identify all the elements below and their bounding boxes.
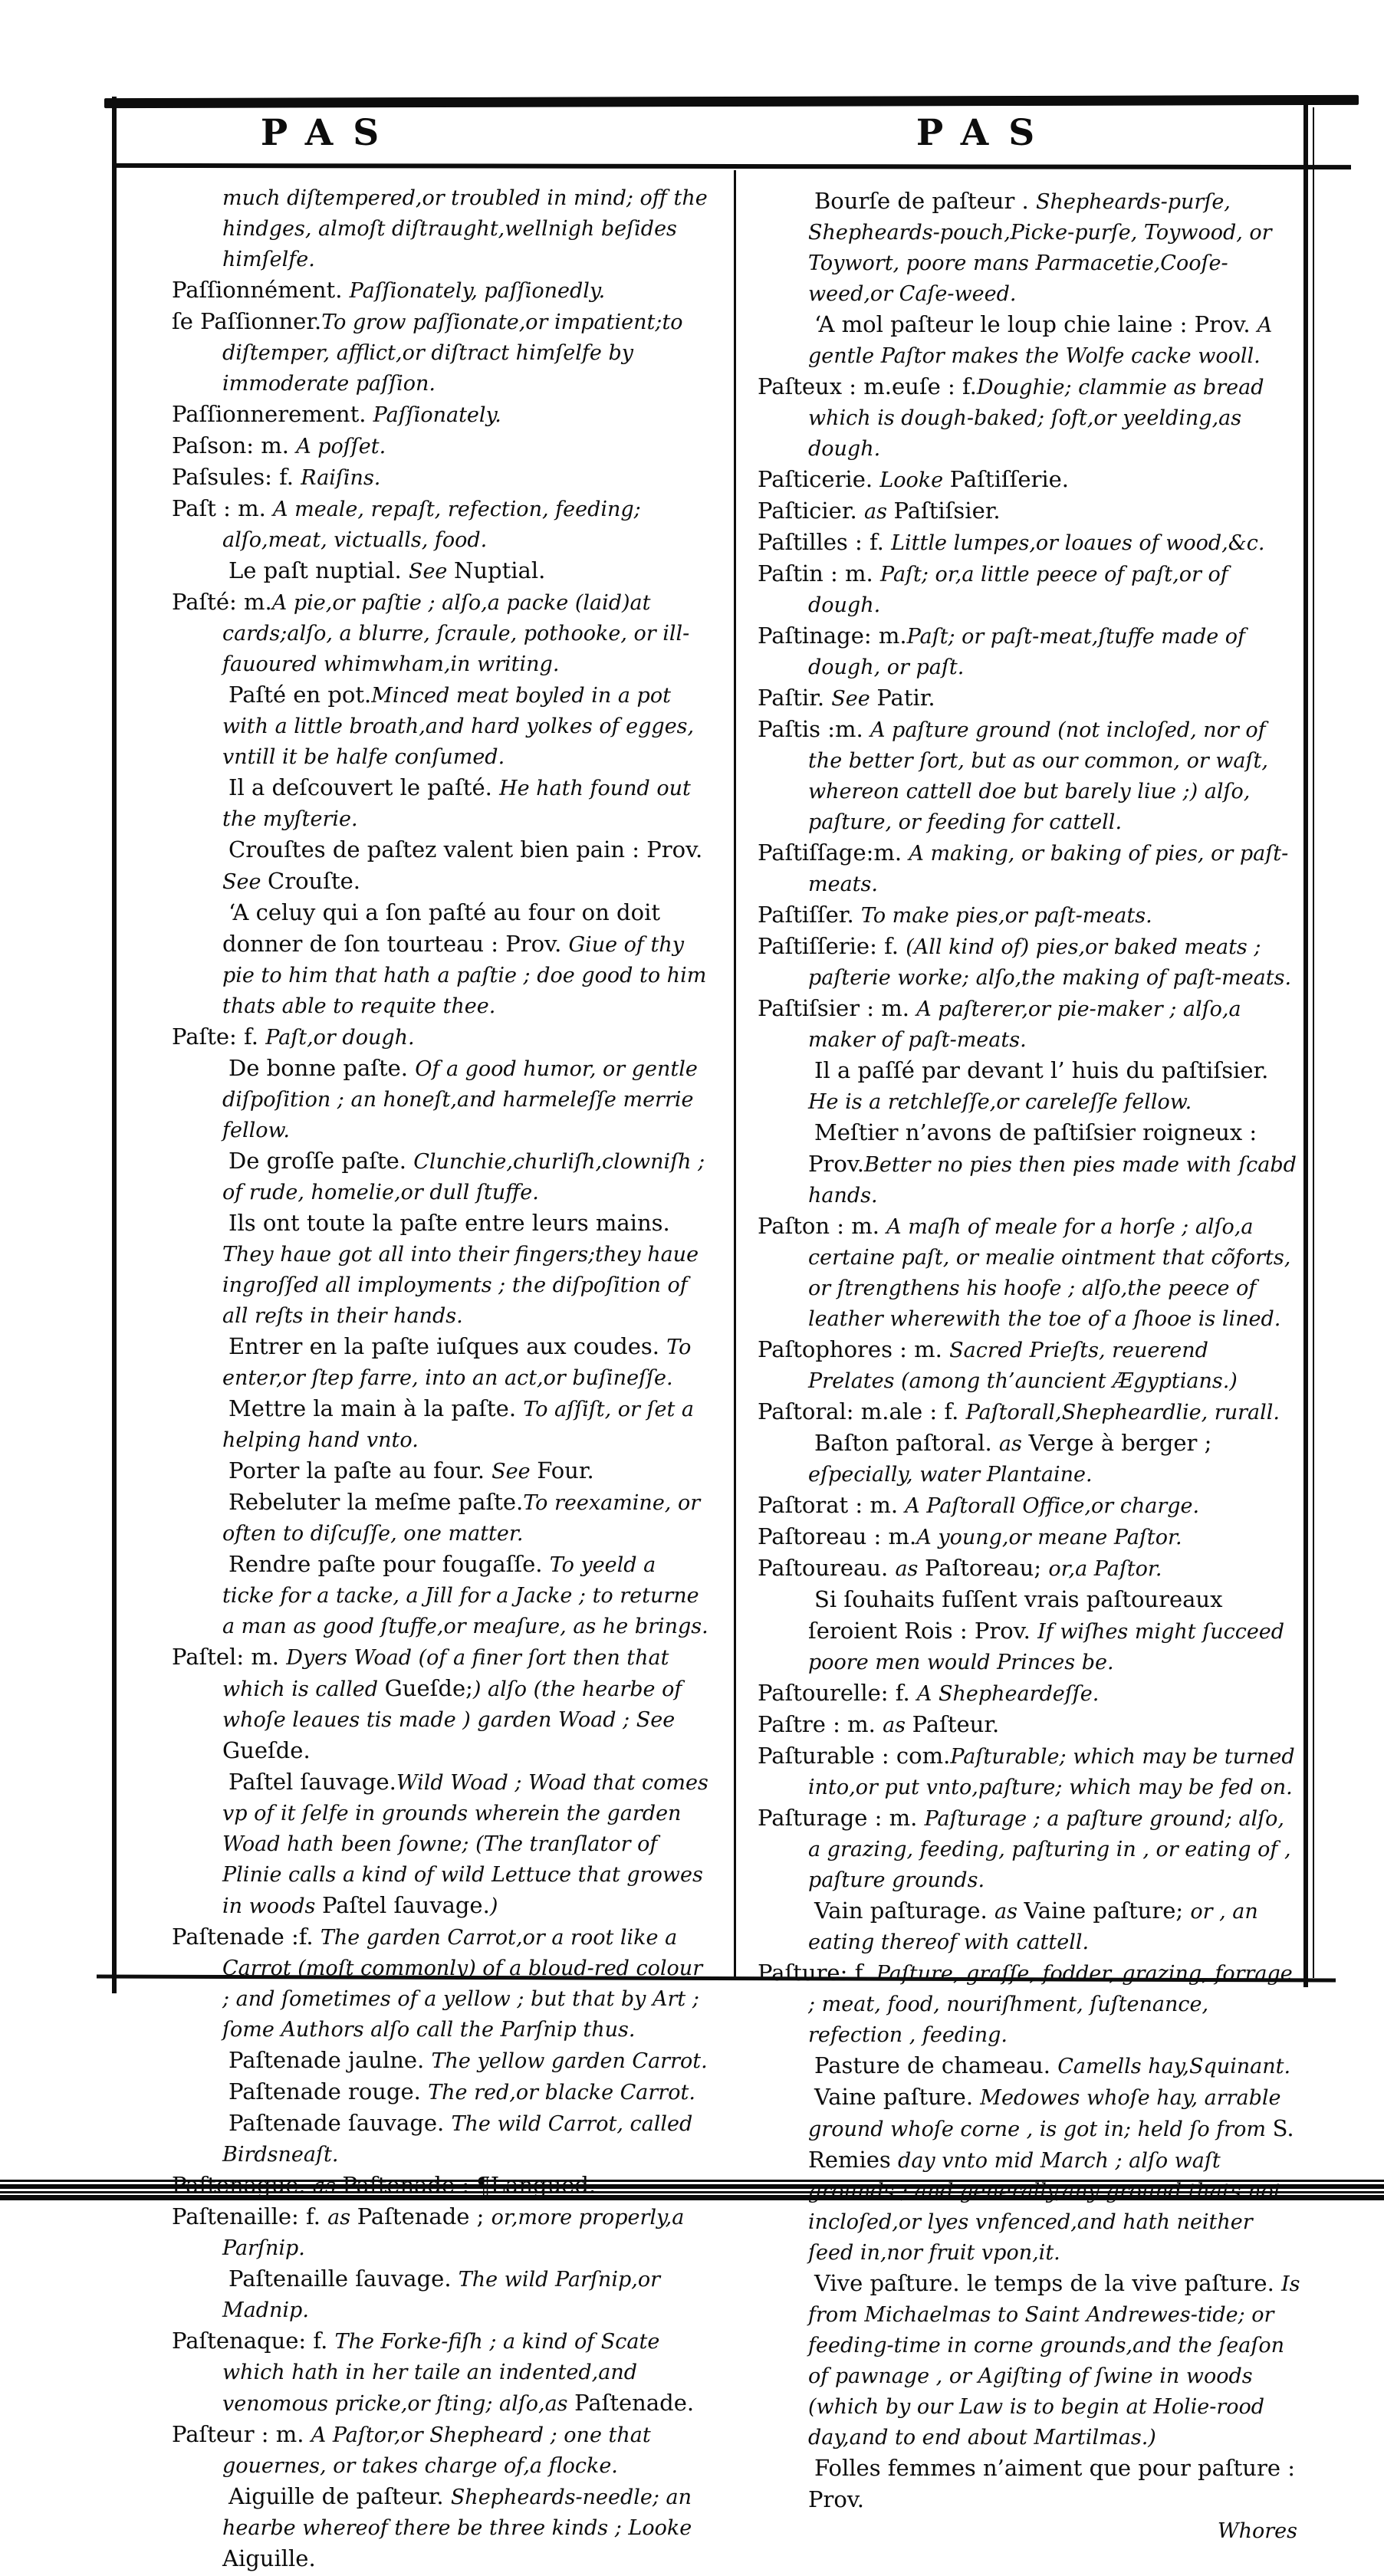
entry-segment-roman: Il a deſcouvert le paſté. — [228, 774, 500, 800]
dictionary-entry — [758, 1491, 1300, 1523]
entry-segment-roman: Vaine paſture; — [1024, 1898, 1191, 1924]
dictionary-entry — [758, 465, 1300, 497]
dictionary-entry — [222, 2482, 712, 2576]
dictionary-entry — [222, 2078, 712, 2109]
dictionary-entry — [172, 1923, 712, 2046]
entry-segment-roman: Paſtis :m. — [758, 716, 870, 742]
entry-segment-italic: They haue got all into their fingers;they haue ingroſſed all imployments ; the diſpoſition of all reſts in their hands. — [222, 1243, 699, 1328]
entry-segment-italic: To reexamine, or often to diſcuſſe, one matter. — [222, 1491, 701, 1546]
dictionary-entry — [172, 276, 712, 307]
entry-segment-roman: ſe Paſſionner. — [172, 308, 322, 334]
entry-segment-roman: Paſtiſsier : m. — [758, 995, 917, 1021]
dictionary-entry — [758, 1554, 1300, 1585]
dictionary-entry — [758, 1679, 1300, 1710]
entry-segment-italic: The yellow garden Carrot. — [431, 2049, 708, 2073]
entry-segment-roman: Pasture de chameau. — [814, 2052, 1058, 2078]
entry-segment-roman: Paſton : m. — [758, 1213, 887, 1239]
entry-segment-italic: Shepheards-needle; an hearbe whereof there be three kinds ; Looke — [222, 2486, 692, 2540]
entry-segment-italic: The red,or blacke Carrot. — [428, 2081, 695, 2104]
dictionary-entry — [222, 1457, 712, 1488]
catchword — [758, 2517, 1297, 2548]
dictionary-entry — [222, 2109, 712, 2171]
entry-segment-italic: Doughie; clammie as bread which is dough-baked; ſoft,or yeelding,as dough. — [808, 376, 1264, 461]
entry-segment-roman: Paſturable : com. — [758, 1743, 951, 1769]
entry-segment-italic: A making, or baking of pies, or paſt-meats. — [808, 842, 1289, 896]
dictionary-entry — [222, 1395, 712, 1457]
entry-segment-roman: Paſtenade. — [574, 2390, 695, 2416]
dictionary-entry — [222, 184, 712, 276]
entry-segment-italic: Medowes whoſe hay, arrable ground whoſe corne , is got in; held ſo from — [808, 2086, 1281, 2141]
entry-segment-roman: Aiguille de paſteur. — [228, 2483, 451, 2509]
entry-segment-roman: Paſtoreau; — [925, 1555, 1049, 1581]
entry-segment-italic: See — [491, 1460, 537, 1484]
entry-segment-italic: as — [883, 1714, 912, 1737]
left-border-rule — [112, 97, 117, 1993]
entry-segment-italic: as — [327, 2206, 357, 2229]
entry-segment-italic: Paſt; or paſt-meat,ſtuffe made of dough, or paſt. — [808, 625, 1246, 679]
entry-segment-roman: Gueſde; — [384, 1675, 473, 1701]
column-divider-rule — [734, 170, 736, 1978]
dictionary-entry — [172, 463, 712, 495]
entry-segment-roman: Paſte: f. — [172, 1024, 266, 1050]
entry-segment-roman: Paſson: m. — [172, 432, 297, 458]
entry-segment-italic: Paſturable; which may be turned into,or put vnto,paſture; which may be fed on. — [808, 1745, 1295, 1799]
entry-segment-roman: Paſtin : m. — [758, 560, 880, 586]
entry-segment-roman: Paſtenade :f. — [172, 1924, 321, 1950]
entry-segment-roman: Paſtenade rouge. — [228, 2078, 429, 2104]
entry-segment-italic: as — [895, 1557, 925, 1581]
right-column — [758, 187, 1300, 2548]
entry-segment-italic: A poſſet. — [296, 435, 386, 458]
entry-segment-roman: Paſtourelle: f. — [758, 1680, 917, 1706]
entry-segment-roman: Paſté: m. — [172, 589, 272, 615]
entry-segment-italic: Of a good humor, or gentle diſpoſition ; an honeſt,and harmeleſſe merrie fellow. — [222, 1057, 698, 1142]
entry-segment-roman: S. Remies — [808, 2115, 1294, 2173]
entry-segment-italic: Clunchie,churliſh,clowniſh ; of rude, homelie,or dull ſtuffe. — [222, 1150, 705, 1204]
entry-segment-italic: Sacred Prieſts, reuerend Prelates (among th’auncient Ægyptians.) — [808, 1339, 1238, 1393]
entry-segment-italic: A Paſtor,or Shepheard ; one that gouernes, or takes charge of,a flocke. — [222, 2423, 651, 2478]
entry-segment-italic: The wild Parſnip,or Madnip. — [222, 2268, 660, 2322]
entry-segment-roman: Paſtoureau. — [758, 1555, 896, 1581]
dictionary-entry — [808, 310, 1300, 373]
entry-segment-italic: A pie,or paſtie ; alſo,a packe (laid)at cards;alſo, a blurre, ſcraule, pothooke, or ill-fauoured whimwham,in writing. — [222, 591, 690, 676]
entry-segment-italic: as — [998, 1432, 1029, 1456]
entry-segment-roman: Paſſionnément. — [172, 277, 350, 303]
entry-segment-roman: Gueſde. — [222, 1737, 311, 1763]
entry-segment-roman: Paſtenade ſauvage. — [228, 2110, 452, 2136]
dictionary-entry — [172, 2203, 712, 2265]
entry-segment-italic: Paſſionately, paſſionedly. — [349, 279, 606, 303]
dictionary-entry — [808, 187, 1300, 310]
entry-segment-roman: Si ſouhaits fuſſent vrais paſtoureaux ſeroient Rois : Prov. — [808, 1586, 1223, 1644]
right-border-inner-rule — [1313, 107, 1314, 1978]
dictionary-entry — [758, 1804, 1300, 1897]
dictionary-entry — [222, 1550, 712, 1643]
dictionary-entry — [222, 2046, 712, 2078]
dictionary-entry — [222, 557, 712, 588]
entry-segment-roman: Porter la paſte au four. — [228, 1457, 492, 1484]
entry-segment-roman: Paſtiſſerie. — [949, 466, 1069, 492]
entry-segment-roman: Paſtophores : m. — [758, 1336, 950, 1362]
dictionary-entry — [172, 2171, 712, 2203]
dictionary-entry — [758, 684, 1300, 715]
entry-segment-roman: Paſtenaque: f. — [172, 2328, 335, 2354]
entry-segment-italic: Paſture, graſſe, fodder, grazing, forrage ; meat, food, nouriſhment, ſuſtenance, refection , feeding. — [808, 1962, 1293, 2047]
entry-segment-roman: ‘A celuy qui a ſon paſté au four on doit donner de ſon tourteau : Prov. — [222, 899, 660, 957]
header-separator-rule — [112, 163, 1351, 169]
entry-segment-roman: Patir. — [876, 685, 935, 711]
entry-segment-roman: Folles femmes n’aiment que pour paſture : Prov. — [808, 2455, 1295, 2512]
entry-segment-roman: Paſté en pot. — [228, 682, 372, 708]
entry-segment-italic: To enter,or ſtep farre, into an act,or buſineſſe. — [222, 1336, 692, 1390]
entry-segment-roman: Paſſionnerement. — [172, 401, 373, 427]
entry-segment-italic: Raiſins. — [301, 466, 381, 490]
dictionary-entry — [808, 1119, 1300, 1212]
dictionary-entry — [758, 1398, 1300, 1429]
entry-segment-roman: Le paſt nuptial. — [228, 557, 409, 583]
entry-segment-roman: Entrer en la paſte iuſques aux coudes. — [228, 1333, 667, 1359]
entry-segment-italic: or,more properly,a Parſnip. — [222, 2206, 685, 2260]
dictionary-entry — [222, 681, 712, 774]
entry-segment-roman: De bonne paſte. — [228, 1055, 416, 1081]
entry-segment-roman: Rebeluter la meſme paſte. — [228, 1489, 524, 1515]
entry-segment-italic: See — [408, 560, 454, 583]
dictionary-entry — [222, 1054, 712, 1147]
dictionary-entry — [758, 994, 1300, 1056]
entry-segment-italic: The Forke-fiſh ; a kind of Scate which hath in her taile an indented,and venomous pricke,or ſting; alſo,as — [222, 2330, 660, 2416]
entry-segment-roman: Rendre paſte pour fougaſſe. — [228, 1551, 550, 1577]
entry-segment-italic: A Shepheardeſſe. — [916, 1682, 1100, 1706]
entry-segment-italic: A paſture ground (not incloſed, nor of the better ſort, but as our common, or waſt, whereon cattell doe but barely liue ;) alſo, paſture, or feeding for cattell. — [808, 718, 1268, 834]
entry-segment-italic: Better no pies then pies made with ſcabd hands. — [808, 1153, 1297, 1208]
dictionary-entry — [172, 400, 712, 432]
entry-segment-roman: Baſton paſtoral. — [814, 1430, 999, 1456]
entry-segment-roman: Paſtorat : m. — [758, 1492, 906, 1518]
entry-segment-italic: He is a retchleſſe,or careleſſe fellow. — [808, 1090, 1192, 1114]
dictionary-entry — [758, 901, 1300, 932]
dictionary-entry — [222, 899, 712, 1023]
entry-segment-italic: Minced meat boyled in a pot with a little broath,and hard yolkes of egges, vntill it be halfe conſumed. — [222, 684, 695, 769]
entry-segment-italic: ) alſo (the hearbe of whoſe leaues tis made ) garden Woad ; See — [222, 1677, 682, 1732]
dictionary-entry — [758, 560, 1300, 622]
entry-segment-roman: Paſtenade : ¶Langued. — [342, 2172, 597, 2198]
dictionary-entry — [758, 1710, 1300, 1742]
entry-segment-italic: Is from Michaelmas to Saint Andrewes-tide; or feeding-time in corne grounds,and the ſeaſon of pawnage , or Agiſting of ſwine in woods (which by our Law is to begin at Holie-rood day,and to end about Martilmas.) — [808, 2272, 1300, 2450]
dictionary-entry — [808, 2454, 1300, 2517]
dictionary-entry — [808, 2052, 1300, 2083]
dictionary-entry — [758, 715, 1300, 839]
entry-segment-roman: Vive paſture. le temps de la vive paſture. — [814, 2270, 1282, 2296]
dictionary-entry — [808, 1429, 1300, 1491]
top-border-rule — [104, 95, 1359, 108]
entry-segment-italic: A paſterer,or pie-maker ; alſo,a maker of paſt-meats. — [808, 997, 1241, 1052]
dictionary-entry — [222, 1768, 712, 1923]
dictionary-entry — [808, 1056, 1300, 1119]
entry-segment-italic: Giue of thy pie to him that hath a paſtie ; doe good to him thats able to requite thee. — [222, 933, 707, 1018]
entry-segment-italic: or,a Paſtor. — [1048, 1557, 1162, 1581]
entry-segment-italic: Paſt,or dough. — [265, 1026, 415, 1050]
entry-segment-roman: Paſtoral: m.ale : f. — [758, 1398, 966, 1424]
dictionary-entry — [172, 432, 712, 463]
dictionary-entry — [758, 1336, 1300, 1398]
entry-segment-italic: much diſtempered,or troubled in mind; off the hindges, almoſt diſtraught,wellnigh beſides himſelfe. — [222, 186, 708, 271]
right-border-rule — [1303, 100, 1308, 1987]
entry-segment-roman: Verge à berger ; — [1028, 1430, 1212, 1456]
entry-segment-roman: Paſtenade jaulne. — [228, 2047, 432, 2073]
entry-segment-roman: Paſture: f. — [758, 1960, 876, 1986]
entry-segment-roman: Paſteur : m. — [172, 2421, 311, 2447]
entry-segment-roman: De groſſe paſte. — [228, 1148, 414, 1174]
entry-segment-roman: Paſsules: f. — [172, 464, 301, 490]
entry-segment-italic: (All kind of) pies,or baked meats ; paſterie worke; alſo,the making of paſt-meats. — [808, 935, 1292, 990]
entry-segment-italic: ) — [489, 1894, 498, 1918]
entry-segment-italic: Looke — [879, 468, 950, 492]
entry-segment-roman: Paſtenaille ſauvage. — [228, 2266, 459, 2292]
dictionary-entry — [758, 1959, 1300, 2052]
entry-segment-roman: Paſtel: m. — [172, 1644, 287, 1670]
entry-segment-italic: Dyers Woad (of a finer ſort then that which is called — [222, 1646, 669, 1701]
running-head-left: PAS — [260, 112, 399, 154]
entry-segment-roman: Bourſe de paſteur . — [814, 188, 1036, 214]
dictionary-entry — [758, 1212, 1300, 1336]
entry-segment-roman: Paſtiſſage:m. — [758, 840, 909, 866]
entry-segment-roman: Paſturage : m. — [758, 1805, 925, 1831]
entry-segment-roman: Paſticier. — [758, 498, 864, 524]
entry-segment-italic: To yeeld a ticke for a tacke, a Jill for a Jacke ; to returne a man as good ſtuffe,or meaſure, as he brings. — [222, 1553, 708, 1638]
entry-segment-italic: He hath found out the myſterie. — [222, 777, 691, 831]
entry-segment-italic: A young,or meane Paſtor. — [916, 1526, 1182, 1549]
dictionary-entry — [172, 495, 712, 557]
entry-segment-italic: The wild Carrot, called Birdsneaſt. — [222, 2112, 693, 2167]
entry-segment-italic: A meale, repaſt, refection, feeding; alſo,meat, victualls, food. — [222, 498, 641, 552]
entry-segment-roman: Paſtiſſerie: f. — [758, 933, 906, 959]
entry-segment-roman: Vaine paſture. — [814, 2084, 981, 2110]
entry-segment-italic: To grow paſſionate,or impatient;to diſtemper, afflict,or diſtract himſelfe by immoderate paſſion. — [222, 310, 683, 396]
entry-segment-italic: day vnto mid March ; alſo waſt grounds ; and generally,any ground thats not incloſed,or lyes vnfenced,and hath neither ſeed in,nor fruit vpon,it. — [808, 2149, 1282, 2265]
dictionary-entry — [222, 1332, 712, 1395]
dictionary-entry — [222, 2265, 712, 2327]
entry-segment-roman: Paſtiſsier. — [893, 498, 1001, 524]
entry-segment-italic: See — [222, 870, 268, 894]
entry-segment-roman: Il a paſſé par devant l’ huis du paſtiſsier. — [814, 1057, 1269, 1083]
entry-segment-italic: eſpecially, water Plantaine. — [808, 1463, 1093, 1487]
entry-segment-italic: as — [994, 1900, 1024, 1924]
dictionary-entry — [172, 1023, 712, 1054]
catchword-text: Whores — [1217, 2519, 1297, 2543]
dictionary-entry — [758, 528, 1300, 560]
dictionary-entry — [808, 2269, 1300, 2454]
entry-segment-roman: Paſtoreau : m. — [758, 1523, 917, 1549]
entry-segment-italic: or , an eating thereof with cattell. — [808, 1900, 1258, 1954]
dictionary-entry — [172, 1643, 712, 1768]
entry-segment-roman: Crouſtes de paſtez valent bien pain : Prov. — [228, 836, 703, 863]
entry-segment-roman: Paſtiſſer. — [758, 902, 861, 928]
entry-segment-roman: Paſteux : m.euſe : f. — [758, 373, 977, 399]
entry-segment-italic: If wiſhes might ſucceed poore men would Princes be. — [808, 1620, 1285, 1674]
entry-segment-roman: Meſtier n’avons de paſtiſsier roigneux : Prov. — [808, 1119, 1257, 1177]
entry-segment-roman: Paſtilles : f. — [758, 529, 892, 555]
dictionary-entry — [808, 2083, 1300, 2269]
entry-segment-roman: Ils ont toute la paſte entre leurs mains. — [228, 1210, 670, 1236]
dictionary-entry — [222, 1209, 712, 1332]
dictionary-entry — [222, 836, 712, 899]
dictionary-entry — [758, 839, 1300, 901]
dictionary-entry — [222, 1147, 712, 1209]
dictionary-entry — [758, 373, 1300, 465]
entry-segment-italic: A maſh of meale for a horſe ; alſo,a certaine paſt, or mealie ointment that cõforts, or ſtrengthens his hoofe ; alſo,the peece of leather wherewith the toe of a ſhooe is lined. — [808, 1215, 1291, 1331]
dictionary-entry — [172, 307, 712, 400]
dictionary-entry — [222, 1488, 712, 1550]
entry-segment-italic: Paſtorall,Shepheardlie, rurall. — [965, 1401, 1280, 1424]
running-head-right: PAS — [916, 112, 1055, 154]
entry-segment-roman: Paſt : m. — [172, 495, 274, 521]
entry-segment-roman: Vain paſturage. — [814, 1898, 994, 1924]
entry-segment-roman: Four. — [537, 1457, 594, 1484]
left-column — [172, 184, 712, 2576]
entry-segment-italic: Little lumpes,or loaues of wood,&c. — [891, 531, 1265, 555]
entry-segment-italic: A Paſtorall Office,or charge. — [905, 1494, 1200, 1518]
entry-segment-roman: Paſticerie. — [758, 466, 880, 492]
entry-segment-roman: Aiguille. — [222, 2545, 316, 2571]
dictionary-entry — [758, 497, 1300, 528]
entry-segment-roman: Nuptial. — [454, 557, 546, 583]
entry-segment-roman: Mettre la main à la paſte. — [228, 1395, 524, 1421]
dictionary-entry — [172, 588, 712, 681]
dictionary-entry — [758, 622, 1300, 684]
dictionary-entry — [222, 774, 712, 836]
entry-segment-italic: as — [312, 2174, 343, 2198]
entry-segment-italic: Paſt; or,a little peece of paſt,or of dough. — [808, 563, 1228, 617]
entry-segment-roman: ‘A mol paſteur le loup chie laine : Prov. — [814, 311, 1257, 337]
entry-segment-italic: To make pies,or paſt-meats. — [860, 904, 1152, 928]
entry-segment-italic: See — [831, 687, 877, 711]
entry-segment-italic: Paſturage ; a paſture ground; alſo, a grazing, feeding, paſturing in , or eating of , paſture grounds. — [808, 1807, 1291, 1892]
dictionary-entry — [758, 1742, 1300, 1804]
dictionary-entry — [172, 2420, 712, 2482]
entry-segment-italic: A gentle Paſtor makes the Wolfe cacke wooll. — [808, 314, 1273, 368]
dictionary-entry — [758, 1523, 1300, 1554]
entry-segment-roman: Paſtenade ; — [357, 2203, 491, 2229]
entry-segment-italic: Shepheards-purſe, Shepheards-pouch,Picke-purſe, Toywood, or Toywort, poore mans Parmacetie,Cooſe-weed,or Caſe-weed. — [808, 190, 1272, 306]
entry-segment-roman: Paſtenaille: f. — [172, 2203, 328, 2229]
entry-segment-roman: Paſtenague. — [172, 2172, 313, 2198]
entry-segment-roman: Paſtel ſauvage. — [321, 1892, 490, 1918]
entry-segment-roman: Paſtir. — [758, 685, 832, 711]
entry-segment-roman: Crouſte. — [268, 868, 361, 894]
entry-segment-italic: Paſſionately. — [373, 403, 501, 427]
entry-segment-italic: as — [863, 500, 894, 524]
entry-segment-italic: To aſſiſt, or ſet a helping hand vnto. — [222, 1398, 695, 1452]
entry-segment-roman: Paſtinage: m. — [758, 623, 907, 649]
entry-segment-italic: Camells hay,Squinant. — [1057, 2055, 1291, 2078]
dictionary-entry — [758, 932, 1300, 994]
entry-segment-italic: The garden Carrot,or a root like a Carrot (moſt commonly) of a bloud-red colour ; and ſometimes of a yellow ; but that by Art ; ſome Authors alſo call the Parſnip thus. — [222, 1926, 703, 2042]
entry-segment-roman: Paſtre : m. — [758, 1711, 883, 1737]
entry-segment-roman: Paſteur. — [912, 1711, 1000, 1737]
dictionary-entry — [808, 1897, 1300, 1959]
dictionary-entry — [808, 1585, 1300, 1679]
dictionary-entry — [172, 2327, 712, 2420]
entry-segment-italic: Wild Woad ; Woad that comes vp of it ſelfe in grounds wherein the garden Woad hath been ſowne; (The tranſlator of Plinie calls a kind of wild Lettuce that growes in woods — [222, 1771, 708, 1918]
entry-segment-roman: Paſtel ſauvage. — [228, 1769, 396, 1795]
